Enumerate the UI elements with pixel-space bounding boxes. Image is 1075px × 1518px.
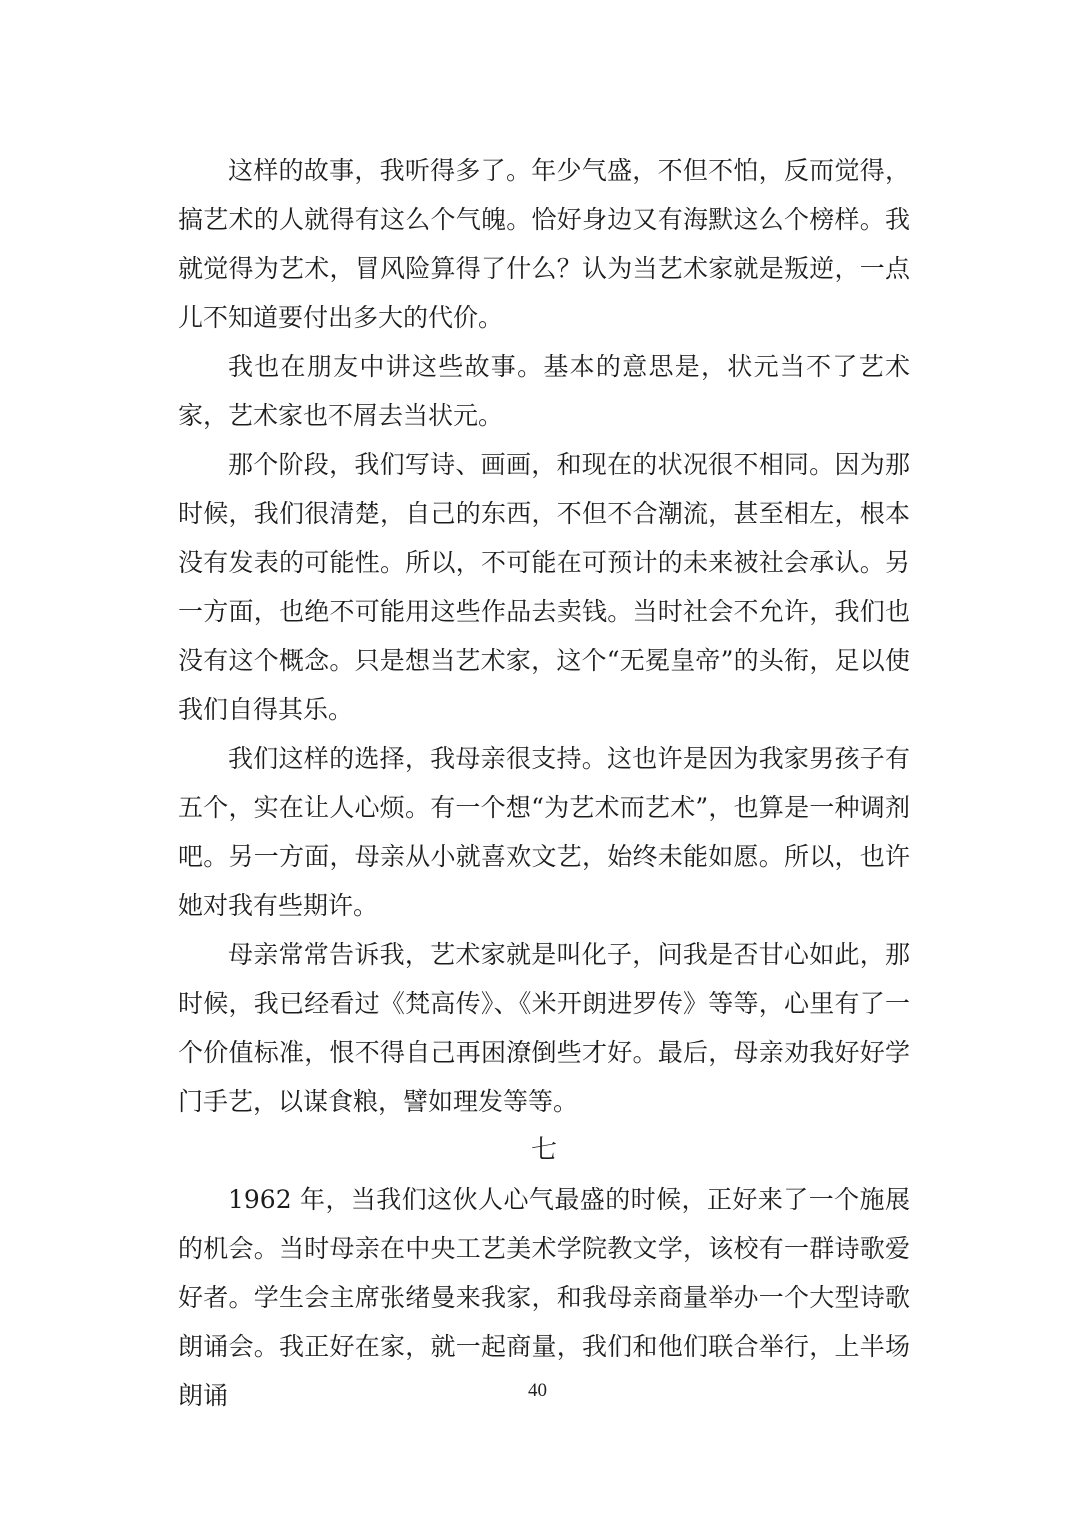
paragraph: 我也在朋友中讲这些故事。基本的意思是，状元当不了艺术家，艺术家也不屑去当状元。 — [178, 352, 910, 430]
section-heading: 七 — [530, 1135, 557, 1165]
page-number: 40 — [528, 1380, 547, 1401]
paragraph: 那个阶段，我们写诗、画画，和现在的状况很不相同。因为那时候，我们很清楚，自己的东西，不但不合潮流，甚至相左，根本没有发表的可能性。所以，不可能在可预计的未来被社会承认。另一方面，也绝不可能用这些作品去卖钱。当时社会不允许，我们也没有这个概念。只是想当艺术家，这个“无冕皇帝”的头衔，足以使我们自得其乐。 — [178, 450, 910, 724]
body-text — [178, 146, 910, 1420]
paragraph: 母亲常常告诉我，艺术家就是叫化子，问我是否甘心如此，那时候，我已经看过《梵高传》、《米开朗进罗传》等等，心里有了一个价值标准，恨不得自己再困潦倒些才好。最后，母亲劝我好好学门手艺，以谋食粮，譬如理发等等。 — [178, 940, 910, 1116]
paragraph: 这样的故事，我听得多了。年少气盛，不但不怕，反而觉得，搞艺术的人就得有这么个气魄。恰好身边又有海默这么个榜样。我就觉得为艺术，冒风险算得了什么？认为当艺术家就是叛逆，一点儿不知道要付出多大的代价。 — [178, 156, 910, 332]
paragraph: 我们这样的选择，我母亲很支持。这也许是因为我家男孩子有五个，实在让人心烦。有一个想“为艺术而艺术”，也算是一种调剂吧。另一方面，母亲从小就喜欢文艺，始终未能如愿。所以，也许她对我有些期许。 — [178, 744, 910, 920]
paragraph: 1962 年，当我们这伙人心气最盛的时候，正好来了一个施展的机会。当时母亲在中央工艺美术学院教文学，该校有一群诗歌爱好者。学生会主席张绪曼来我家，和我母亲商量举办一个大型诗歌朗诵会。我正好在家，就一起商量，我们和他们联合举行，上半场朗诵 — [178, 1185, 910, 1410]
